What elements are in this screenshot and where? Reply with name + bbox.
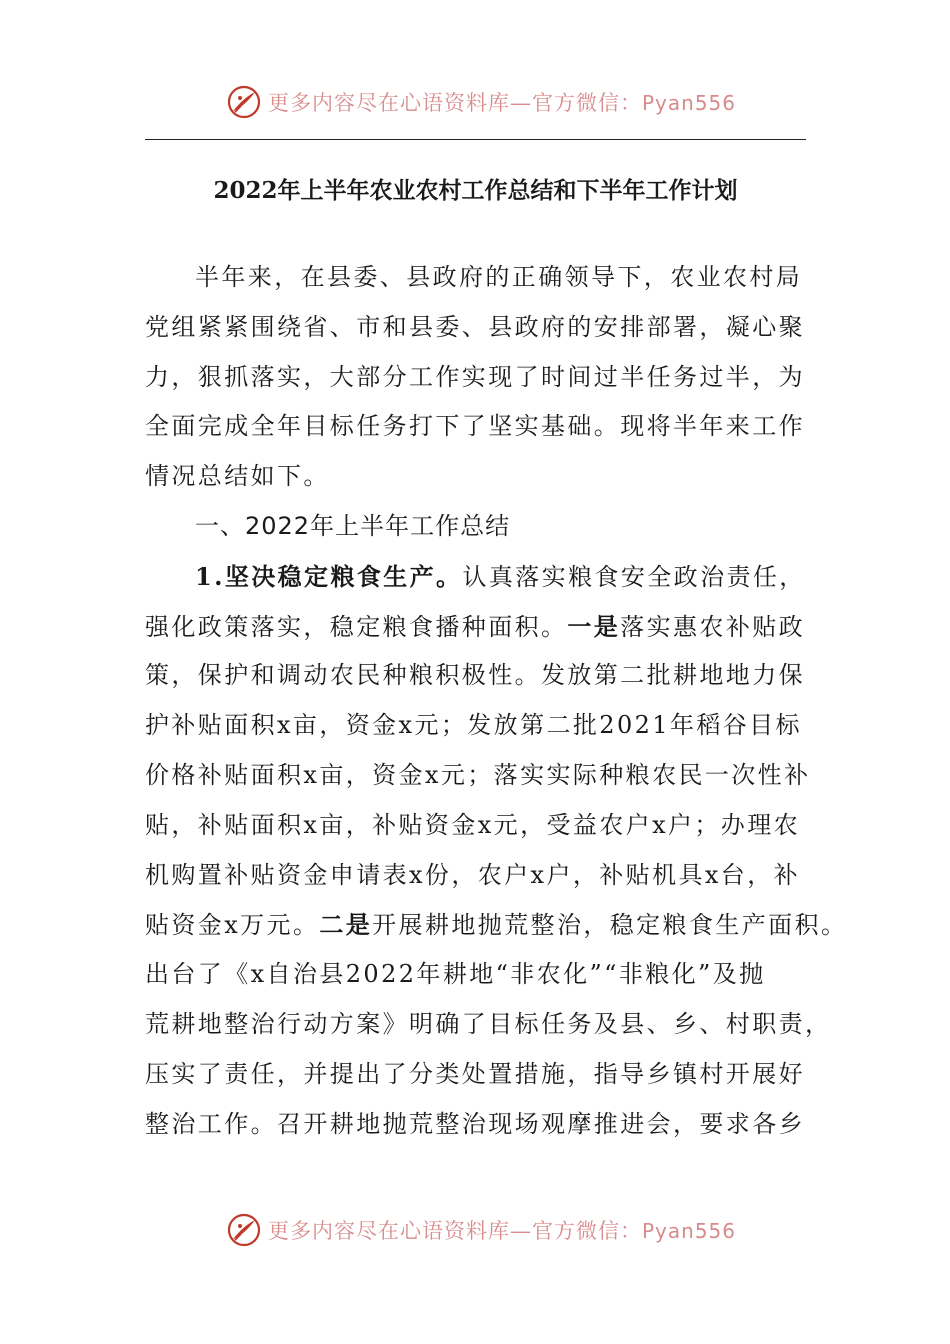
paragraph-line: 强化政策落实，稳定粮食播种面积。一是落实惠农补贴政 bbox=[145, 611, 806, 641]
quill-logo-icon bbox=[226, 84, 262, 120]
paragraph-line: 贴资金x万元。二是开展耕地抛荒整治，稳定粮食生产面积。 bbox=[145, 910, 848, 940]
intro-line: 半年来，在县委、县政府的正确领导下，农业农村局 bbox=[195, 263, 803, 291]
paragraph-line: 出台了《x自治县2022年耕地“非农化”“非粮化”及抛 bbox=[145, 960, 766, 989]
wechat-id: Pyan556 bbox=[642, 91, 737, 115]
paragraph-line: 策，保护和调动农民种粮积极性。发放第二批耕地地力保 bbox=[145, 661, 805, 690]
section-heading: 一、2022年上半年工作总结 bbox=[195, 511, 511, 540]
paragraph-line: 荒耕地整治行动方案》明确了目标任务及县、乡、村职责， bbox=[145, 1009, 832, 1038]
intro-line: 全面完成全年目标任务打下了坚实基础。现将半年来工作 bbox=[145, 412, 805, 441]
paragraph-line: 压实了责任，并提出了分类处置措施，指导乡镇村开展好 bbox=[145, 1059, 805, 1088]
document-title: 2022年上半年农业农村工作总结和下半年工作计划 bbox=[213, 177, 738, 204]
intro-line: 力，狠抓落实，大部分工作实现了时间过半任务过半，为 bbox=[145, 362, 805, 391]
document-body bbox=[145, 253, 848, 1149]
quill-logo-icon bbox=[226, 1212, 262, 1248]
paragraph-line: 护补贴面积x亩，资金x元；发放第二批2021年稻谷目标 bbox=[145, 711, 802, 740]
emphasis-second: 二是 bbox=[319, 910, 373, 940]
intro-line: 情况总结如下。 bbox=[145, 462, 330, 491]
banner-text: 更多内容尽在心语资料库—官方微信：Pyan556 bbox=[268, 91, 737, 115]
paragraph-line: 1.坚决稳定粮食生产。认真落实粮食安全政治责任， bbox=[195, 561, 806, 591]
intro-line: 党组紧紧围绕省、市和县委、县政府的安排部署，凝心聚 bbox=[145, 312, 805, 341]
paragraph-line: 贴，补贴面积x亩，补贴资金x元，受益农户x户；办理农 bbox=[145, 810, 801, 839]
footer-watermark-banner bbox=[226, 1208, 736, 1252]
item-heading: 1.坚决稳定粮食生产。 bbox=[195, 561, 463, 591]
paragraph-line: 整治工作。召开耕地抛荒整治现场观摩推进会，要求各乡 bbox=[145, 1109, 805, 1138]
banner-text: 更多内容尽在心语资料库—官方微信：Pyan556 bbox=[268, 1219, 737, 1243]
paragraph-line: 价格补贴面积x亩，资金x元；落实实际种粮农民一次性补 bbox=[145, 760, 811, 789]
emphasis-first: 一是 bbox=[567, 611, 621, 641]
wechat-id: Pyan556 bbox=[642, 1219, 737, 1243]
header-watermark-banner bbox=[226, 80, 736, 124]
paragraph-line: 机购置补贴资金申请表x份，农户x户，补贴机具x台，补 bbox=[145, 860, 801, 889]
header-divider bbox=[145, 139, 806, 140]
